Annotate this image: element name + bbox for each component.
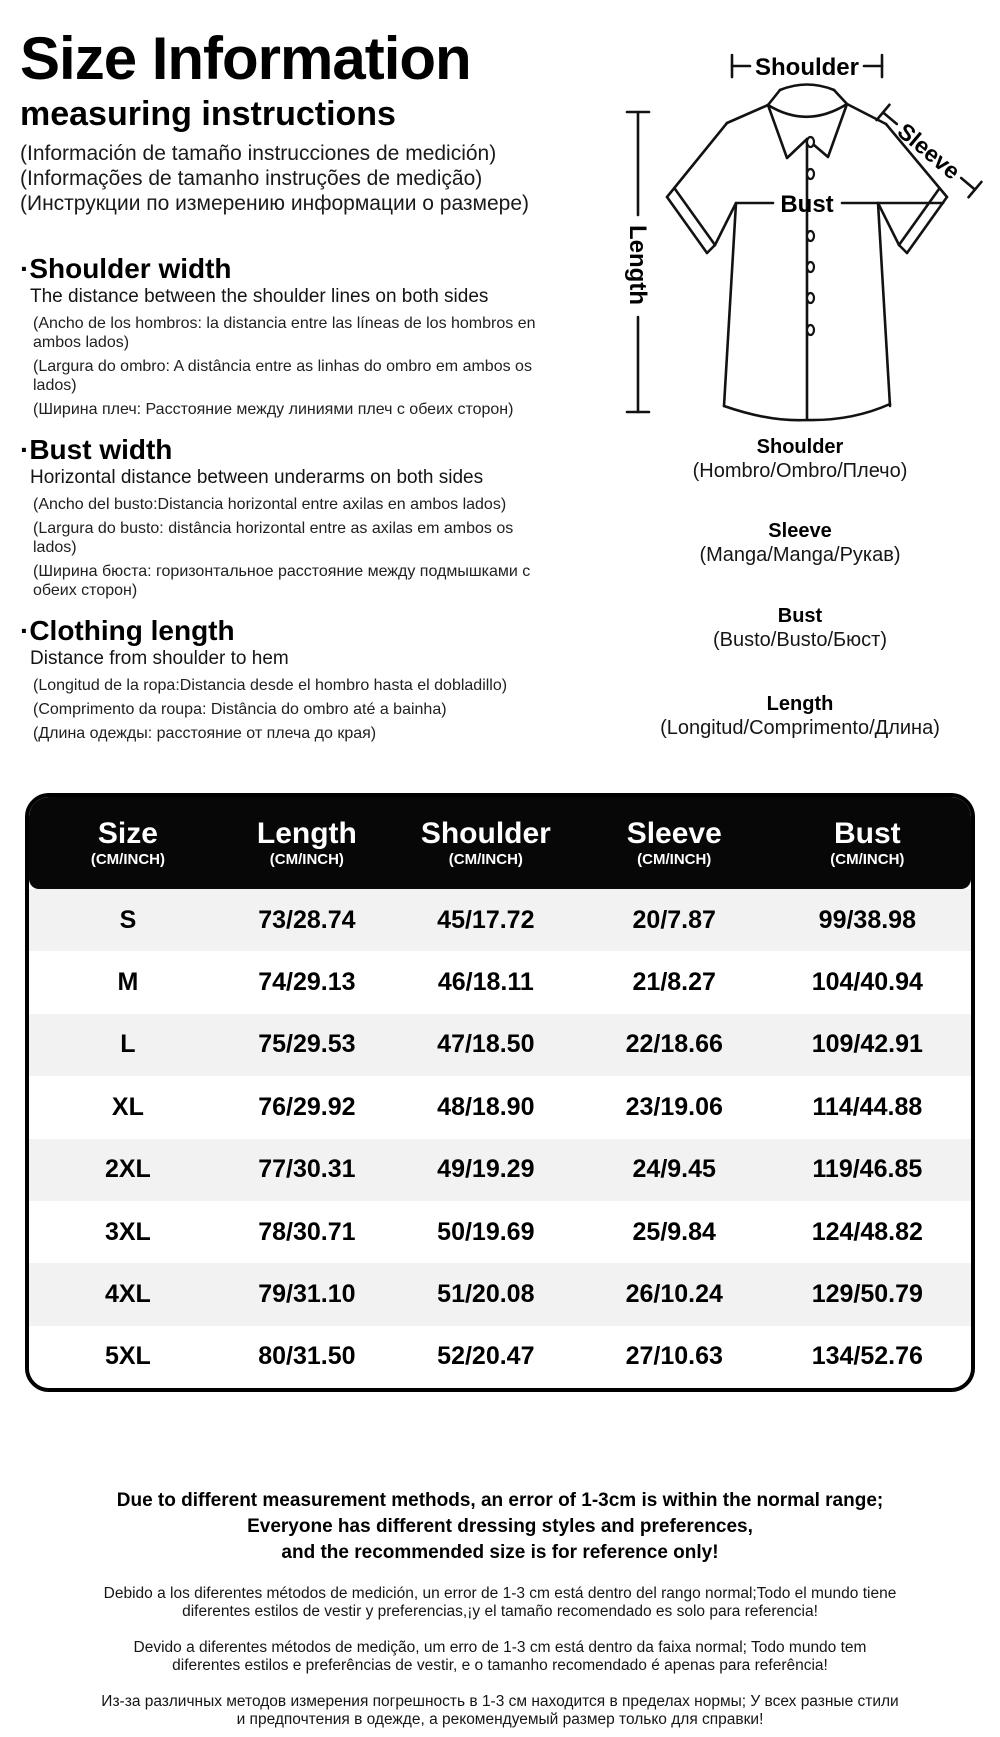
cell-size: 3XL xyxy=(104,1217,151,1246)
cell-sleeve: 26/10.24 xyxy=(625,1280,723,1309)
cell-shoulder: 46/18.11 xyxy=(437,968,534,997)
legend-bust xyxy=(570,605,1000,652)
diagram-sleeve-label: Sleeve xyxy=(892,117,966,185)
shirt-measurement-diagram xyxy=(530,30,1000,430)
column-header-sleeve xyxy=(627,817,722,869)
cell-sleeve: 21/8.27 xyxy=(632,968,716,997)
title-translation-ru: (Инструкции по измерению информации о размере) xyxy=(20,192,530,215)
disclaimer-russian xyxy=(10,1693,990,1728)
cell-bust: 109/42.91 xyxy=(811,1030,923,1059)
definition-description: Distance from shoulder to hem xyxy=(30,648,289,669)
cell-length: 77/30.31 xyxy=(258,1155,356,1184)
title-translation-es: (Información de tamaño instrucciones de medición) xyxy=(20,142,497,165)
disclaimer-line: and the recommended size is for reference only! xyxy=(281,1542,719,1563)
cell-size: 2XL xyxy=(104,1155,151,1184)
measurement-definitions xyxy=(20,254,545,759)
definition-translation-pt: (Largura do ombro: A distância entre as linhas do ombro em ambos os lados) xyxy=(33,358,532,394)
page-subtitle: measuring instructions xyxy=(20,95,396,133)
column-title: Shoulder xyxy=(420,817,551,850)
column-unit: (CM/INCH) xyxy=(448,851,523,868)
table-row-xl xyxy=(29,1076,971,1138)
disclaimer-line: Из-за различных методов измерения погрешность в 1-3 см находится в пределах нормы; У всех разные стили xyxy=(101,1693,899,1710)
definition-translation-pt: (Largura do busto: distância horizontal entre as axilas em ambos os lados) xyxy=(33,520,514,556)
legend-translation: (Manga/Manga/Рукав) xyxy=(699,544,901,566)
column-unit: (CM/INCH) xyxy=(637,851,712,868)
legend-sleeve xyxy=(570,520,1000,567)
cell-length: 73/28.74 xyxy=(258,905,356,934)
table-row-3xl xyxy=(29,1201,971,1263)
column-title: Sleeve xyxy=(626,817,722,850)
definition-bust-width xyxy=(20,435,545,600)
shirt-shoulder-seams xyxy=(727,104,886,124)
definition-heading: ·Bust width xyxy=(20,434,173,465)
diagram-bust-label: Bust xyxy=(780,191,834,218)
cell-sleeve: 22/18.66 xyxy=(625,1030,723,1059)
definition-translation-ru: (Ширина бюста: горизонтальное расстояние между подмышками с обеих сторон) xyxy=(33,563,531,599)
cell-shoulder: 48/18.90 xyxy=(437,1092,535,1121)
cell-length: 78/30.71 xyxy=(258,1217,356,1246)
disclaimer-portuguese xyxy=(10,1639,990,1674)
column-unit: (CM/INCH) xyxy=(269,851,344,868)
definition-translation-ru: (Длина одежды: расстояние от плеча до края) xyxy=(33,725,377,742)
legend-translation: (Busto/Busto/Бюст) xyxy=(712,629,887,651)
diagram-column xyxy=(530,30,1000,760)
definition-translation-es: (Ancho de los hombros: la distancia entre las líneas de los hombros en ambos lados) xyxy=(33,315,536,351)
cell-length: 79/31.10 xyxy=(258,1280,356,1309)
cell-bust: 114/44.88 xyxy=(812,1092,923,1121)
diagram-shoulder-label: Shoulder xyxy=(754,54,860,81)
cell-length: 80/31.50 xyxy=(258,1342,356,1371)
table-row-l xyxy=(29,1014,971,1076)
disclaimer-line: Debido a los diferentes métodos de medición, un error de 1-3 cm está dentro del rango normal;Todo el mundo tiene xyxy=(103,1585,897,1602)
legend-translation: (Longitud/Comprimento/Длина) xyxy=(660,717,940,739)
legend-shoulder xyxy=(570,436,1000,483)
cell-shoulder: 45/17.72 xyxy=(437,905,535,934)
disclaimer-line: Due to different measurement methods, an error of 1-3cm is within the normal range; xyxy=(116,1490,884,1511)
cell-size: 5XL xyxy=(104,1342,151,1371)
column-unit: (CM/INCH) xyxy=(830,851,905,868)
cell-bust: 124/48.82 xyxy=(811,1217,923,1246)
cell-size: XL xyxy=(111,1092,144,1121)
cell-sleeve: 25/9.84 xyxy=(632,1217,716,1246)
cell-bust: 129/50.79 xyxy=(811,1280,923,1309)
cell-length: 74/29.13 xyxy=(258,968,356,997)
definition-translation-es: (Ancho del busto:Distancia horizontal entre axilas en ambos lados) xyxy=(33,496,507,513)
shirt-left-sleeve xyxy=(667,123,736,253)
legend-name: Shoulder xyxy=(756,436,844,458)
title-block xyxy=(20,25,565,216)
legend-name: Bust xyxy=(777,605,823,627)
table-row-5xl xyxy=(29,1326,971,1388)
disclaimer-line: Devido a diferentes métodos de medição, um erro de 1-3 cm está dentro da faixa normal; Todo mundo tem xyxy=(133,1639,867,1656)
column-title: Size xyxy=(97,817,158,850)
definition-shoulder-width xyxy=(20,254,545,419)
page-title: Size Information xyxy=(20,25,471,92)
cell-bust: 119/46.85 xyxy=(812,1155,923,1184)
cell-sleeve: 24/9.45 xyxy=(632,1155,716,1184)
cell-sleeve: 23/19.06 xyxy=(625,1092,723,1121)
table-header-row xyxy=(29,797,971,889)
disclaimer-notes xyxy=(10,1488,990,1728)
definition-translation-pt: (Comprimento da roupa: Distância do ombro até a bainha) xyxy=(33,701,447,718)
definition-heading: ·Shoulder width xyxy=(20,253,232,284)
column-header-shoulder xyxy=(421,817,551,869)
table-row-4xl xyxy=(29,1263,971,1325)
cell-shoulder: 49/19.29 xyxy=(437,1155,535,1184)
diagram-length-label: Length xyxy=(624,225,651,305)
cell-size: S xyxy=(119,905,137,934)
legend-length xyxy=(570,693,1000,740)
definition-translation-ru: (Ширина плеч: Расстояние между линиями плеч с обеих сторон) xyxy=(33,401,514,418)
column-header-size xyxy=(91,817,165,869)
cell-bust: 104/40.94 xyxy=(811,968,923,997)
size-table xyxy=(25,793,975,1392)
cell-bust: 134/52.76 xyxy=(811,1342,923,1371)
disclaimer-line: diferentes estilos e preferências de vestir, e o tamanho recomendado é apenas para referência! xyxy=(172,1656,828,1674)
definition-translation-es: (Longitud de la ropa:Distancia desde el hombro hasta el dobladillo) xyxy=(33,677,508,694)
cell-sleeve: 20/7.87 xyxy=(632,905,716,934)
disclaimer-spanish xyxy=(10,1585,990,1620)
definition-heading: ·Clothing length xyxy=(20,615,235,646)
shirt-body xyxy=(724,139,890,420)
column-title: Length xyxy=(256,817,357,850)
cell-size: 4XL xyxy=(104,1280,151,1309)
definition-description: Horizontal distance between underarms on both sides xyxy=(30,467,484,488)
title-translations xyxy=(20,141,565,216)
cell-size: M xyxy=(117,968,139,997)
cell-bust: 99/38.98 xyxy=(818,905,916,934)
definition-clothing-length xyxy=(20,616,545,743)
column-unit: (CM/INCH) xyxy=(90,851,165,868)
cell-shoulder: 52/20.47 xyxy=(437,1342,535,1371)
table-row-2xl xyxy=(29,1139,971,1201)
cell-shoulder: 47/18.50 xyxy=(437,1030,535,1059)
legend-name: Sleeve xyxy=(768,520,832,542)
cell-length: 75/29.53 xyxy=(258,1030,356,1059)
table-row-m xyxy=(29,951,971,1013)
cell-size: L xyxy=(120,1030,136,1059)
legend-name: Length xyxy=(766,693,834,715)
title-translation-pt: (Informações de tamanho instruções de medição) xyxy=(20,167,483,190)
cell-length: 76/29.92 xyxy=(258,1092,356,1121)
disclaimer-line: diferentes estilos de vestir y preferencias,¡y el tamaño recomendado es solo para referencia! xyxy=(182,1602,818,1620)
table-row-s xyxy=(29,889,971,951)
column-header-bust xyxy=(830,817,904,869)
disclaimer-line: и предпочтения в одежде, а рекомендуемый размер только для справки! xyxy=(236,1710,764,1728)
disclaimer-line: Everyone has different dressing styles and preferences, xyxy=(247,1516,753,1537)
column-title: Bust xyxy=(833,817,901,850)
definition-description: The distance between the shoulder lines on both sides xyxy=(30,286,489,307)
cell-shoulder: 51/20.08 xyxy=(437,1280,535,1309)
cell-shoulder: 50/19.69 xyxy=(437,1217,535,1246)
disclaimer-english xyxy=(10,1488,990,1566)
cell-sleeve: 27/10.63 xyxy=(625,1342,723,1371)
column-header-length xyxy=(257,817,357,869)
legend-translation: (Hombro/Ombro/Плечо) xyxy=(692,460,908,482)
